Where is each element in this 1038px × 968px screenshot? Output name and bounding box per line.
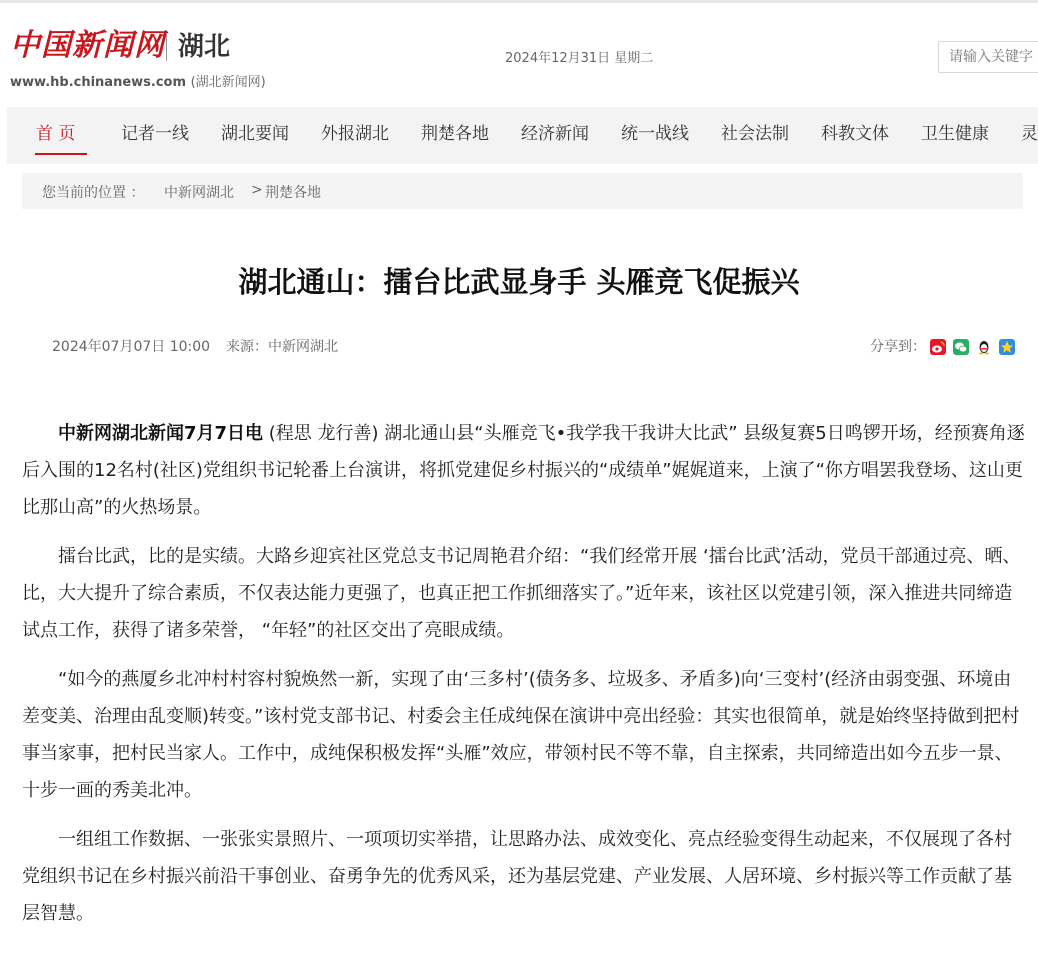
article-source: 来源：中新网湖北 (226, 339, 338, 355)
logo-url (10, 71, 266, 90)
article-paragraph-text: (程思 龙行善) 湖北通山县“头雁竞飞•我学我干我讲大比武” 县级复赛5日鸣锣开场，经预赛角逐后入围的12名村(社区)党组织书记轮番上台演讲，将抓党建促乡村振兴的“成绩单”娓娓道来，上演了“你方唱罢我登场、这山更比那山高”的火热场景。 (22, 423, 1025, 518)
qzone-icon[interactable] (999, 339, 1015, 355)
breadcrumb-current-link[interactable]: 荆楚各地 (265, 185, 321, 201)
article-dateline: 中新网湖北新闻7月7日电 (58, 423, 264, 444)
main-nav (7, 107, 1038, 164)
article-paragraph: 一组组工作数据、一张张实景照片、一项项切实举措，让思路办法、成效变化、亮点经验变得生动起来，不仅展现了各村党组织书记在乡村振兴前沿干事创业、奋勇争先的优秀风采，还为基层党建、产业发展、人居环境、乡村振兴等工作贡献了基层智慧。 (22, 829, 1012, 924)
article-title: 湖北通山：擂台比武显身手 头雁竞飞促振兴 (238, 265, 800, 299)
nav-item-more[interactable]: 灵 (1021, 124, 1038, 144)
share-label: 分享到： (870, 339, 926, 355)
article-body (22, 415, 1025, 944)
site-logo[interactable]: 中国新闻网 (10, 28, 165, 63)
qq-icon[interactable] (976, 339, 992, 355)
wechat-icon[interactable] (953, 339, 969, 355)
current-date: 2024年12月31日 星期二 (505, 51, 654, 66)
weibo-icon[interactable] (930, 339, 946, 355)
logo-url-domain: www.hb.chinanews.com (10, 75, 187, 90)
logo-region[interactable]: 湖北 (178, 32, 231, 62)
site-header (0, 3, 1038, 103)
nav-item-united-front[interactable]: 统一战线 (621, 124, 689, 144)
nav-item-hubei-news[interactable]: 湖北要闻 (221, 124, 289, 144)
article-paragraph (22, 415, 1025, 526)
nav-active-indicator (35, 153, 87, 155)
search-input[interactable] (938, 41, 1038, 73)
nav-item-home[interactable]: 首 页 (36, 124, 76, 144)
nav-item-reporters[interactable]: 记者一线 (121, 124, 189, 144)
nav-item-local[interactable]: 荆楚各地 (421, 124, 489, 144)
article-paragraph: 擂台比武，比的是实绩。大路乡迎宾社区党总支书记周艳君介绍：“我们经常开展 ‘擂台比武’活动，党员干部通过亮、晒、比，大大提升了综合素质，不仅表达能力更强了，也真正把工作抓细落实了。”近年来，该社区以党建引领，深入推进共同缔造试点工作，获得了诸多荣誉， “年轻”的社区交出了亮眼成绩。 (22, 546, 1021, 641)
logo-divider (166, 33, 167, 61)
nav-item-education-culture[interactable]: 科教文体 (821, 124, 889, 144)
breadcrumb-separator: > (251, 182, 263, 198)
nav-item-economy[interactable]: 经济新闻 (521, 124, 589, 144)
breadcrumb-home-link[interactable]: 中新网湖北 (164, 185, 234, 201)
nav-item-society-law[interactable]: 社会法制 (721, 124, 789, 144)
breadcrumb-label: 您当前的位置 ： (42, 185, 145, 201)
logo-url-sub: (湖北新闻网) (190, 75, 266, 90)
nav-item-health[interactable]: 卫生健康 (921, 124, 989, 144)
breadcrumb (22, 173, 1023, 209)
nav-item-external-reports[interactable]: 外报湖北 (321, 124, 389, 144)
article-datetime: 2024年07月07日 10:00 (52, 339, 211, 355)
article-paragraph: “如今的燕厦乡北冲村村容村貌焕然一新，实现了由‘三多村’(债务多、垃圾多、矛盾多)向‘三变村’(经济由弱变强、环境由差变美、治理由乱变顺)转变。”该村党支部书记、村委会主任成纯保在演讲中亮出经验：其实也很简单，就是始终坚持做到把村事当家事，把村民当家人。工作中，成纯保积极发挥“头雁”效应，带领村民不等不靠，自主探索，共同缔造出如今五步一景、十步一画的秀美北冲。 (22, 669, 1020, 801)
